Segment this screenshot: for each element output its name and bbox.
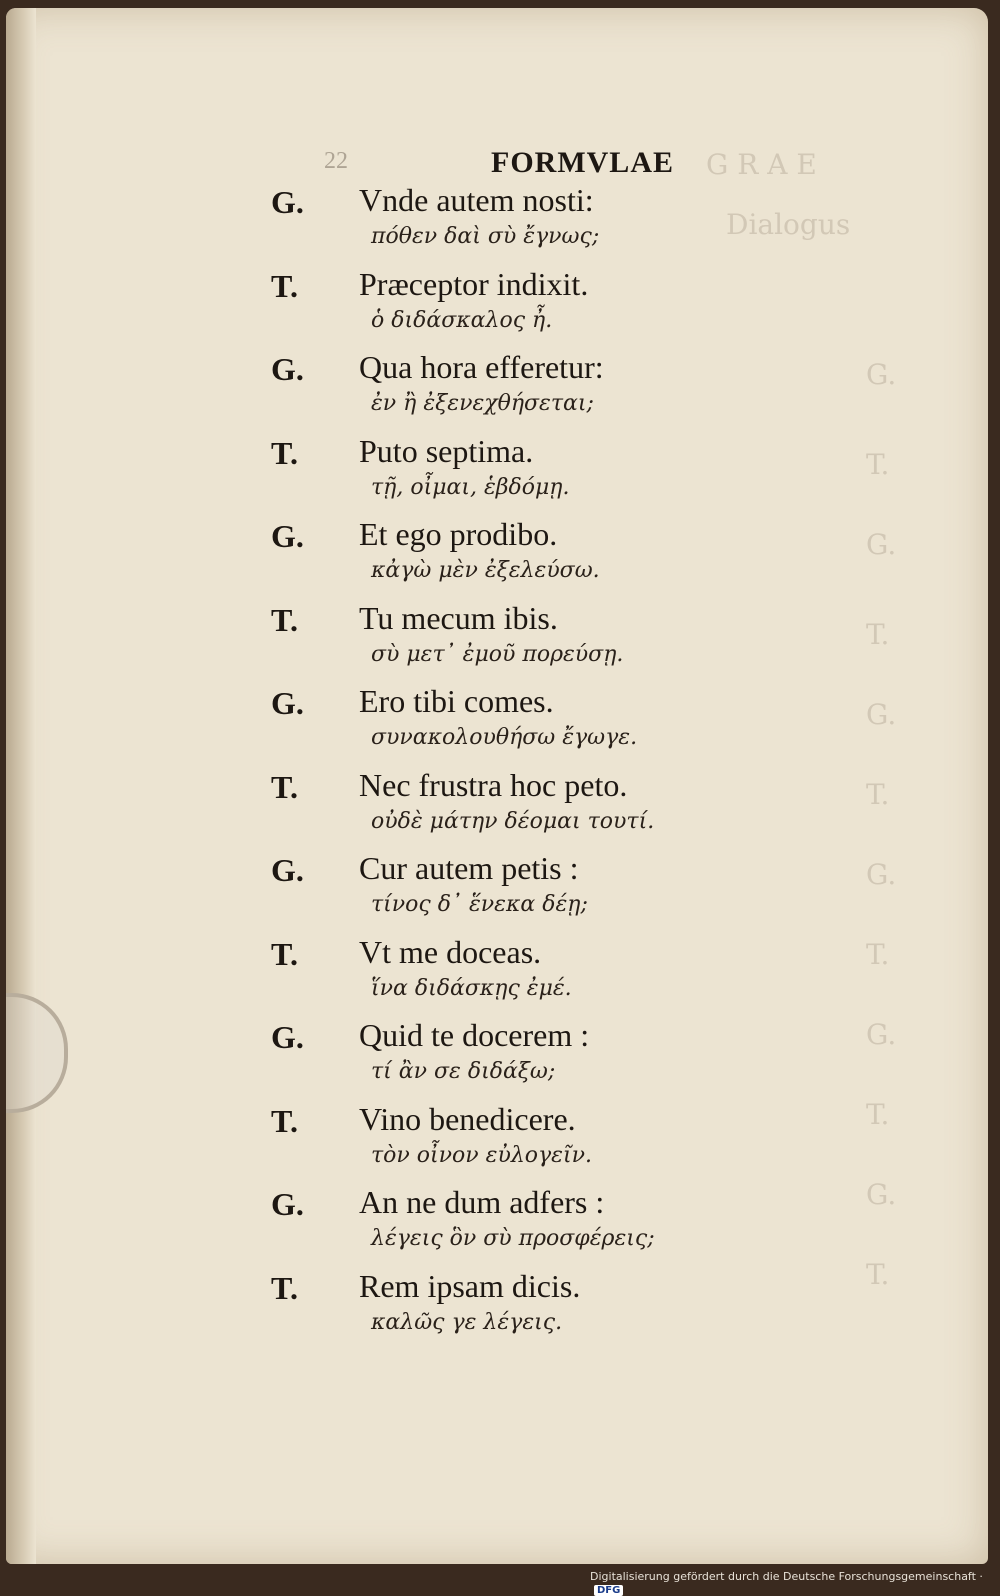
dialogue-entry: [271, 1182, 791, 1266]
latin-line: An ne dum adfers :: [359, 1184, 605, 1220]
speaker-label: T.: [271, 1102, 298, 1139]
dialogue-entry: [271, 765, 791, 849]
speaker-label: T.: [271, 935, 298, 972]
bleed-through: G.: [866, 1018, 897, 1051]
latin-line: Vnde autem nosti:: [359, 182, 594, 218]
bleed-through: T.: [866, 778, 890, 811]
dialogue-entry: [271, 1015, 791, 1099]
speaker-label: G.: [271, 518, 304, 554]
latin-line: Ero tibi comes.: [359, 683, 554, 719]
latin-line: Cur autem petis :: [359, 850, 579, 886]
dialogue-entry: [271, 431, 791, 515]
greek-line: καλῶς γε λέγεις.: [371, 1309, 563, 1335]
bleed-through: G R A E: [706, 148, 817, 181]
dialogue-entry: [271, 681, 791, 765]
dfg-logo: DFG: [594, 1585, 623, 1596]
greek-line: τῇ, οἶμαι, ἑβδόμῃ.: [371, 474, 570, 500]
greek-line: συνακολουθήσω ἔγωγε.: [371, 725, 638, 750]
greek-line: οὐδὲ μάτην δέομαι τουτί.: [371, 808, 655, 834]
running-head: FORMVLAE: [491, 146, 674, 179]
greek-line: ὁ διδάσκαλος ἦ.: [371, 307, 553, 333]
page-number: 22: [324, 148, 348, 174]
latin-line: Vt me doceas.: [359, 933, 542, 970]
dialogue-entry: [271, 848, 791, 932]
bleed-through: G.: [866, 858, 897, 891]
speaker-label: T.: [271, 1269, 298, 1306]
speaker-label: T.: [271, 601, 298, 638]
speaker-label: G.: [271, 1186, 304, 1222]
bleed-through: T.: [866, 618, 890, 651]
bleed-through: G.: [866, 698, 897, 731]
scanner-clip: [6, 993, 68, 1113]
dialogue-entry: [271, 1099, 791, 1183]
dialogue-entry: [271, 1266, 791, 1350]
greek-line: ἵνα διδάσκῃς ἐμέ.: [371, 975, 572, 1001]
speaker-label: G.: [271, 1019, 304, 1055]
dialogue: [271, 180, 791, 1349]
greek-line: κἀγὼ μὲν ἐξελεύσω.: [371, 558, 600, 583]
speaker-label: G.: [271, 184, 304, 220]
greek-line: τὸν οἶνον εὐλογεῖν.: [371, 1142, 592, 1168]
credit-text: Digitalisierung gefördert durch die Deutsche Forschungsgemeinschaft ·: [590, 1570, 983, 1583]
greek-line: τί ἂν σε διδάξω;: [371, 1059, 556, 1084]
dialogue-entry: [271, 932, 791, 1016]
digitization-credit: [590, 1570, 1000, 1596]
greek-line: λέγεις ὃν σὺ προσφέρεις;: [371, 1226, 655, 1251]
speaker-label: T.: [271, 434, 298, 471]
book-page: [6, 8, 988, 1564]
bleed-through: T.: [866, 448, 890, 481]
bleed-through: G.: [866, 528, 897, 561]
latin-line: Et ego prodibo.: [359, 516, 558, 552]
latin-line: Qua hora efferetur:: [359, 349, 604, 385]
greek-line: τίνος δ᾽ ἕνεκα δέῃ;: [371, 892, 588, 917]
dialogue-entry: [271, 347, 791, 431]
dialogue-entry: [271, 598, 791, 682]
latin-line: Quid te docerem :: [359, 1017, 590, 1053]
greek-line: σὺ μετ᾽ ἐμοῦ πορεύσῃ.: [371, 641, 624, 667]
bleed-through: T.: [866, 1098, 890, 1131]
greek-line: πόθεν δαὶ σὺ ἔγνως;: [371, 224, 600, 249]
latin-line: Præceptor indixit.: [359, 265, 589, 302]
speaker-label: G.: [271, 852, 304, 888]
greek-line: ἐν ἢ ἐξενεχθήσεται;: [371, 391, 594, 416]
bleed-through: Dialogus: [726, 208, 851, 241]
bleed-through: G.: [866, 1178, 897, 1211]
latin-line: Rem ipsam dicis.: [359, 1267, 581, 1304]
latin-line: Puto septima.: [359, 432, 534, 469]
speaker-label: G.: [271, 685, 304, 721]
dialogue-entry: [271, 514, 791, 598]
dialogue-entry: [271, 180, 791, 264]
speaker-label: G.: [271, 351, 304, 387]
dialogue-entry: [271, 264, 791, 348]
bleed-through: T.: [866, 1258, 890, 1291]
latin-line: Nec frustra hoc peto.: [359, 766, 628, 803]
speaker-label: T.: [271, 267, 298, 304]
bleed-through: G.: [866, 358, 897, 391]
speaker-label: T.: [271, 768, 298, 805]
bleed-through: T.: [866, 938, 890, 971]
latin-line: Vino benedicere.: [359, 1100, 576, 1137]
page-gutter: [6, 8, 36, 1564]
latin-line: Tu mecum ibis.: [359, 599, 558, 636]
